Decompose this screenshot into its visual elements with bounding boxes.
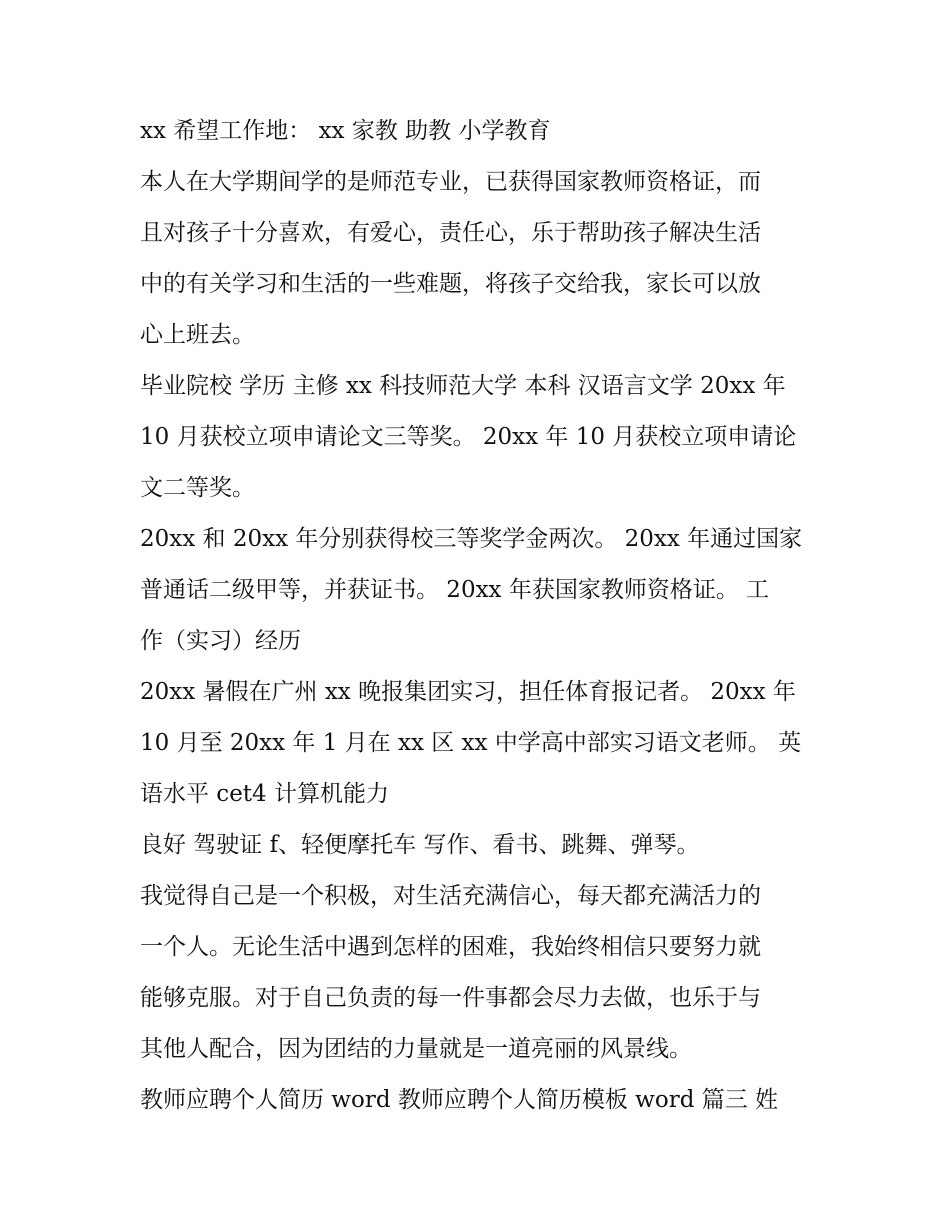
text-line: 毕业院校 学历 主修 xx 科技师范大学 本科 汉语言文学 20xx 年 <box>140 373 786 399</box>
paragraph-next-section <box>140 1075 820 1126</box>
text-line: 且对孩子十分喜欢，有爱心，责任心，乐于帮助孩子解决生活 <box>140 220 761 246</box>
paragraph-work-location <box>140 106 820 157</box>
text-line: 文二等奖。 <box>140 475 255 501</box>
document-body <box>140 106 820 1126</box>
paragraph-education <box>140 361 820 514</box>
text-line: 其他人配合，因为团结的力量就是一道亮丽的风景线。 <box>140 1036 692 1062</box>
text-line: 语水平 cet4 计算机能力 <box>140 781 389 807</box>
text-line: 作（实习）经历 <box>140 628 301 654</box>
paragraph-self-intro <box>140 157 820 361</box>
text-line: 能够克服。对于自己负责的每一件事都会尽力去做，也乐于与 <box>140 985 761 1011</box>
paragraph-self-evaluation <box>140 871 820 1075</box>
text-line: 本人在大学期间学的是师范专业，已获得国家教师资格证，而 <box>140 169 761 195</box>
paragraph-skills <box>140 820 820 871</box>
text-line: 良好 驾驶证 f、轻便摩托车 写作、看书、跳舞、弹琴。 <box>140 832 700 858</box>
text-line: 20xx 暑假在广州 xx 晚报集团实习，担任体育报记者。 20xx 年 <box>140 679 796 705</box>
text-line: 普通话二级甲等，并获证书。 20xx 年获国家教师资格证。 工 <box>140 577 770 603</box>
text-line: 20xx 和 20xx 年分别获得校三等奖学金两次。 20xx 年通过国家 <box>140 526 803 552</box>
text-line: 一个人。无论生活中遇到怎样的困难，我始终相信只要努力就 <box>140 934 761 960</box>
text-line: 中的有关学习和生活的一些难题，将孩子交给我，家长可以放 <box>140 271 761 297</box>
text-line: 心上班去。 <box>140 322 255 348</box>
text-line: 10 月获校立项申请论文三等奖。 20xx 年 10 月获校立项申请论 <box>140 424 797 450</box>
paragraph-experience <box>140 667 820 820</box>
text-line: 10 月至 20xx 年 1 月在 xx 区 xx 中学高中部实习语文老师。 英 <box>140 730 802 756</box>
paragraph-awards <box>140 514 820 667</box>
text-line: xx 希望工作地： xx 家教 助教 小学教育 <box>140 118 551 144</box>
text-line: 教师应聘个人简历 word 教师应聘个人简历模板 word 篇三 姓 <box>140 1087 779 1113</box>
text-line: 我觉得自己是一个积极，对生活充满信心，每天都充满活力的 <box>140 883 761 909</box>
